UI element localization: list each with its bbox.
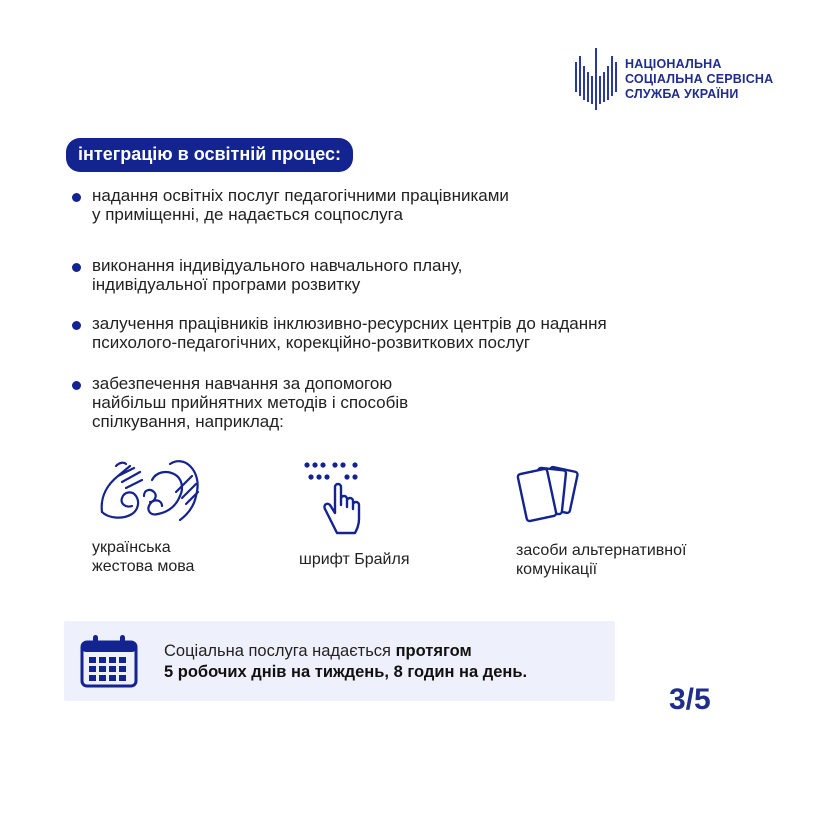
logo-title [625,57,773,102]
bullet-dot [72,263,81,272]
info-note [64,621,615,701]
bullet-text: виконання індивідуального навчального плану, [92,256,463,275]
bullet-text: забезпечення навчання за допомогою [92,374,393,393]
bullet-text: індивідуальної програми розвитку [92,275,361,294]
bullet-text: психолого-педагогічних, корекційно-розвиткових послуг [92,333,531,352]
logo-line: СЛУЖБА УКРАЇНИ [625,86,739,101]
logo-line: СОЦІАЛЬНА СЕРВІСНА [625,71,774,86]
caption-line: жестова мова [92,558,195,575]
bullet-text: у приміщенні, де надається соцпослуга [92,205,403,224]
bullet-text: надання освітніх послуг педагогічними працівниками [92,186,509,205]
bullet-text: спілкування, наприклад: [92,412,284,431]
bullet-text: залучення працівників інклюзивно-ресурсних центрів до надання [92,314,607,333]
method-caption [299,550,410,569]
nssu-logo [573,46,773,112]
note-text-regular: Соціальна послуга надається [164,642,396,660]
method-caption [92,538,194,576]
trident-logo-icon [573,46,619,112]
list-item [72,256,462,294]
caption-line: шрифт Брайля [299,551,410,568]
logo-line: НАЦІОНАЛЬНА [625,56,722,71]
note-text-bold: протягом [395,642,472,660]
braille-hand-icon [303,459,371,539]
caption-line: комунікації [516,561,598,578]
calendar-icon [80,634,138,688]
sign-language-hands-icon [96,456,206,524]
note-text [164,641,527,683]
bullet-dot [72,193,81,202]
section-title: інтеграцію в освітній процес: [66,138,353,172]
bullet-dot [72,321,81,330]
list-item [72,314,607,352]
list-item [72,374,408,431]
page-indicator: 3/5 [669,683,711,716]
bullet-dot [72,381,81,390]
caption-line: українська [92,539,171,556]
list-item [72,186,509,224]
caption-line: засоби альтернативної [516,542,687,559]
communication-cards-icon [516,461,582,527]
bullet-text: найбільш прийнятних методів і способів [92,393,409,412]
note-text-line2: 5 робочих днів на тиждень, 8 годин на день. [164,663,528,681]
method-caption [516,541,686,579]
